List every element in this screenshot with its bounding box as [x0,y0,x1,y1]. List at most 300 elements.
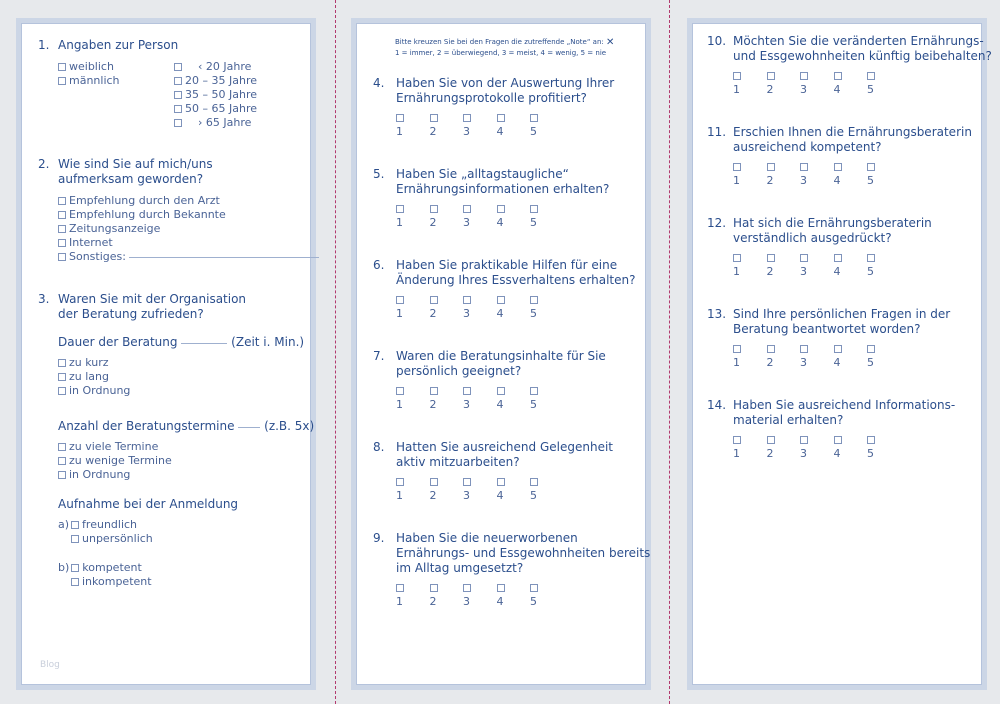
rating-option-2[interactable] [430,387,464,412]
rating-label: 3 [463,307,470,320]
question-12 [707,216,932,246]
question-title [58,157,213,187]
title-line: Haben Sie praktikable Hilfen für eine [396,258,618,272]
checkbox[interactable] [71,564,79,572]
title-line: Erschien Ihnen die Ernährungsberaterin [733,125,972,139]
option-in-ordnung-dauer[interactable] [58,384,130,398]
option-label: ‹ 20 Jahre [198,60,252,73]
checkbox[interactable] [834,163,842,171]
checkbox[interactable] [174,91,182,99]
rating-scale [396,296,564,321]
checkbox[interactable] [71,535,79,543]
rating-option-5[interactable] [530,584,564,609]
title-line: Haben Sie „alltagstaugliche“ [396,167,569,181]
checkbox[interactable] [497,205,505,213]
rating-option-2[interactable] [767,345,801,370]
panel-middle-inner [356,23,651,685]
checkbox[interactable] [530,478,538,486]
panel-left-inner [21,23,315,685]
option-label: 20 – 35 Jahre [185,74,257,87]
option-label: unpersönlich [82,532,153,545]
unit-text: (Zeit i. Min.) [231,335,305,349]
checkbox[interactable] [430,296,438,304]
checkbox[interactable] [463,114,471,122]
rating-option-2[interactable] [430,478,464,503]
rating-scale [733,254,901,279]
rating-label: 2 [429,398,437,411]
title-line: ausreichend kompetent? [733,140,882,154]
panel-left [16,18,316,690]
age-option-5[interactable] [174,116,251,130]
question-7 [373,349,606,379]
rating-option-3[interactable] [800,345,834,370]
cross-mark-icon: ✕ [606,37,615,48]
checkbox[interactable] [58,443,66,451]
question-number: 9. [373,531,385,545]
rating-label: 4 [496,489,504,502]
question-title [733,398,955,428]
checkbox[interactable] [58,225,66,233]
title-line: verständlich ausgedrückt? [733,231,892,245]
rating-option-5[interactable] [530,478,564,503]
checkbox[interactable] [463,205,471,213]
question-number: 8. [373,440,385,454]
rating-label: 4 [496,125,504,138]
checkbox[interactable] [497,296,505,304]
checkbox[interactable] [497,584,505,592]
rating-label: 4 [833,174,841,187]
checkbox[interactable] [463,387,471,395]
checkbox[interactable] [767,72,775,80]
checkbox[interactable] [71,521,79,529]
question-title: Angaben zur Person [58,38,179,52]
rating-option-4[interactable] [497,205,531,230]
checkbox[interactable] [834,72,842,80]
checkbox[interactable] [174,63,182,71]
checkbox[interactable] [530,387,538,395]
rating-option-1[interactable] [396,114,430,139]
checkbox[interactable] [174,119,182,127]
age-option-2[interactable] [174,74,257,88]
checkbox[interactable] [834,254,842,262]
option-freundlich[interactable] [58,518,137,532]
question-9 [373,531,650,576]
checkbox[interactable] [174,105,182,113]
checkbox[interactable] [430,205,438,213]
checkbox[interactable] [463,478,471,486]
rating-option-5[interactable] [867,345,901,370]
option-label: freundlich [82,518,138,531]
option-unpersoenlich[interactable] [71,532,153,546]
checkbox[interactable] [767,254,775,262]
rating-option-5[interactable] [530,296,564,321]
checkbox[interactable] [530,205,538,213]
checkbox[interactable] [174,77,182,85]
option-label: zu wenige Termine [69,454,172,467]
rating-scale [733,345,901,370]
checkbox[interactable] [867,345,875,353]
checkbox[interactable] [530,114,538,122]
fold-line-right [669,0,670,704]
option-label: weiblich [69,60,114,73]
checkbox[interactable] [733,345,741,353]
duration-input[interactable] [181,343,227,344]
question-number: 14. [707,398,727,412]
rating-label: 1 [733,174,740,187]
sub-label: b) [58,561,70,574]
rating-label: 1 [396,398,403,411]
question-number: 6. [373,258,385,272]
question-number: 2. [38,157,50,171]
rating-label: 2 [429,125,437,138]
title-line: aktiv mitzuarbeiten? [396,455,520,469]
rating-option-1[interactable] [733,163,767,188]
option-zu-lang[interactable] [58,370,109,384]
rating-scale [396,478,564,503]
title-line: Möchten Sie die veränderten Ernährungs- [733,34,984,48]
checkbox[interactable] [497,478,505,486]
question-number: 11. [707,125,727,139]
option-label: 35 – 50 Jahre [185,88,257,101]
rating-label: 2 [766,265,774,278]
instructions [395,37,614,58]
title-line: Haben Sie die neuerworbenen [396,531,578,545]
question-4 [373,76,614,106]
rating-option-2[interactable] [767,72,801,97]
option-label: zu kurz [69,356,109,369]
option-label: Empfehlung durch den Arzt [69,194,220,207]
question-5 [373,167,609,197]
title-line: und Essgewohnheiten künftig beibehalten? [733,49,992,63]
rating-option-2[interactable] [430,296,464,321]
checkbox[interactable] [58,471,66,479]
rating-label: 2 [766,356,774,369]
rating-option-3[interactable] [800,254,834,279]
rating-option-1[interactable] [396,478,430,503]
rating-label: 3 [800,265,807,278]
option-kompetent[interactable] [58,561,142,575]
checkbox[interactable] [800,72,808,80]
rating-scale [396,387,564,412]
question-1 [38,38,178,53]
checkbox[interactable] [733,72,741,80]
question-8 [373,440,613,470]
checkbox[interactable] [834,345,842,353]
rating-label: 3 [463,125,470,138]
question-title [733,34,992,64]
checkbox[interactable] [396,387,404,395]
sonstiges-input[interactable] [129,257,319,258]
question-title [396,167,609,197]
rating-option-5[interactable] [867,72,901,97]
question-title [396,76,614,106]
option-inkompetent[interactable] [71,575,152,589]
checkbox[interactable] [58,63,66,71]
option-label: in Ordnung [69,384,131,397]
question-title [396,531,650,576]
title-line: Beratung beantwortet worden? [733,322,921,336]
checkbox[interactable] [430,584,438,592]
checkbox[interactable] [834,436,842,444]
question-number: 4. [373,76,385,90]
checkbox[interactable] [396,478,404,486]
checkbox[interactable] [430,387,438,395]
rating-option-5[interactable] [530,387,564,412]
checkbox[interactable] [396,205,404,213]
rating-label: 4 [496,307,504,320]
option-bekannte[interactable] [58,208,226,222]
checkbox[interactable] [71,578,79,586]
sub-label: a) [58,518,70,531]
option-zu-kurz[interactable] [58,356,109,370]
option-label: männlich [69,74,120,87]
rating-label: 5 [867,83,874,96]
checkbox[interactable] [58,457,66,465]
checkbox[interactable] [800,163,808,171]
title-line: persönlich geeignet? [396,364,522,378]
rating-label: 5 [530,307,537,320]
checkbox[interactable] [58,239,66,247]
checkbox[interactable] [867,72,875,80]
option-internet[interactable] [58,236,113,250]
rating-option-4[interactable] [834,254,868,279]
rating-label: 1 [396,595,403,608]
checkbox[interactable] [800,345,808,353]
title-line: Haben Sie von der Auswertung Ihrer [396,76,615,90]
checkbox[interactable] [58,253,66,261]
checkbox[interactable] [58,211,66,219]
rating-option-1[interactable] [396,205,430,230]
checkbox[interactable] [767,436,775,444]
checkbox[interactable] [733,163,741,171]
rating-option-4[interactable] [497,296,531,321]
rating-option-4[interactable] [834,436,868,461]
rating-label: 2 [766,83,774,96]
rating-option-1[interactable] [733,345,767,370]
option-label: 50 – 65 Jahre [185,102,257,115]
option-label: Sonstiges: [69,250,126,263]
checkbox[interactable] [58,373,66,381]
checkbox[interactable] [867,163,875,171]
rating-label: 5 [530,216,537,229]
checkbox[interactable] [800,436,808,444]
checkbox[interactable] [430,478,438,486]
rating-option-3[interactable] [463,114,497,139]
option-in-ordnung-termine[interactable] [58,468,130,482]
checkbox[interactable] [58,359,66,367]
question-2 [38,157,213,187]
rating-scale [396,114,564,139]
checkbox[interactable] [867,436,875,444]
age-option-4[interactable] [174,102,257,116]
rating-label: 1 [396,125,403,138]
question-title [396,349,606,379]
rating-scale [733,163,901,188]
rating-label: 4 [833,83,841,96]
panel-right [687,18,992,690]
checkbox[interactable] [396,114,404,122]
checkbox[interactable] [463,296,471,304]
option-label: Zeitungsanzeige [69,222,161,235]
rating-option-3[interactable] [463,387,497,412]
title-line: material erhalten? [733,413,844,427]
question-title [733,307,950,337]
question-number: 10. [707,34,727,48]
rating-option-2[interactable] [767,163,801,188]
rating-option-4[interactable] [497,114,531,139]
checkbox[interactable] [396,296,404,304]
rating-option-5[interactable] [867,163,901,188]
rating-label: 3 [800,356,807,369]
rating-label: 3 [800,83,807,96]
rating-label: 4 [496,216,504,229]
option-label: Internet [69,236,113,249]
example-text: (z.B. 5x) [264,419,315,433]
rating-option-3[interactable] [463,584,497,609]
rating-option-2[interactable] [767,436,801,461]
instructions-line: 1 = immer, 2 = überwiegend, 3 = meist, 4 = wenig, 5 = nie [395,49,607,57]
title-line: Ernährungsprotokolle profitiert? [396,91,587,105]
checkbox[interactable] [497,387,505,395]
rating-label: 4 [833,265,841,278]
checkbox[interactable] [767,345,775,353]
checkbox[interactable] [530,584,538,592]
option-arzt[interactable] [58,194,220,208]
checkbox[interactable] [463,584,471,592]
reception-label [58,497,238,512]
rating-option-1[interactable] [733,72,767,97]
question-6 [373,258,635,288]
title-line: aufmerksam geworden? [58,172,204,186]
checkbox[interactable] [430,114,438,122]
option-label: Empfehlung durch Bekannte [69,208,226,221]
question-number: 1. [38,38,50,52]
checkbox[interactable] [530,296,538,304]
rating-option-3[interactable] [800,72,834,97]
checkbox[interactable] [396,584,404,592]
rating-option-3[interactable] [463,296,497,321]
age-option-3[interactable] [174,88,257,102]
rating-option-2[interactable] [767,254,801,279]
label-text: Dauer der Beratung [58,335,178,349]
age-option-1[interactable] [174,60,251,74]
rating-label: 4 [496,398,504,411]
label-text: Aufnahme bei der Anmeldung [58,497,239,511]
rating-option-2[interactable] [430,114,464,139]
question-title [733,216,932,246]
rating-label: 4 [833,356,841,369]
rating-option-5[interactable] [530,114,564,139]
option-zu-wenige[interactable] [58,454,172,468]
question-number: 13. [707,307,727,321]
rating-scale [733,436,901,461]
title-line: Sind Ihre persönlichen Fragen in der [733,307,951,321]
checkbox[interactable] [733,254,741,262]
rating-option-4[interactable] [834,72,868,97]
checkbox[interactable] [58,197,66,205]
rating-label: 2 [429,595,437,608]
rating-label: 1 [396,216,403,229]
rating-option-1[interactable] [396,387,430,412]
checkbox[interactable] [767,163,775,171]
rating-label: 1 [396,489,403,502]
rating-label: 3 [463,489,470,502]
rating-option-5[interactable] [530,205,564,230]
rating-option-3[interactable] [463,205,497,230]
rating-option-1[interactable] [733,254,767,279]
option-label: kompetent [82,561,142,574]
rating-scale [396,205,564,230]
option-label: in Ordnung [69,468,131,481]
rating-option-2[interactable] [430,584,464,609]
rating-label: 5 [530,595,537,608]
option-zeitung[interactable] [58,222,160,236]
rating-option-5[interactable] [867,254,901,279]
rating-label: 1 [733,83,740,96]
rating-label: 5 [530,125,537,138]
panel-middle [351,18,651,690]
rating-option-3[interactable] [463,478,497,503]
rating-option-1[interactable] [396,584,430,609]
rating-label: 5 [867,447,874,460]
checkbox[interactable] [58,387,66,395]
option-weiblich[interactable] [58,60,114,74]
rating-option-1[interactable] [396,296,430,321]
rating-label: 3 [800,447,807,460]
instructions-line: Bitte kreuzen Sie bei den Fragen die zutreffende „Note“ an: [395,38,604,46]
title-line: Waren die Beratungsinhalte für Sie [396,349,606,363]
count-input[interactable] [238,427,260,428]
option-maennlich[interactable] [58,74,120,88]
option-label: zu lang [69,370,109,383]
rating-option-2[interactable] [430,205,464,230]
rating-option-3[interactable] [800,163,834,188]
rating-label: 2 [429,489,437,502]
rating-label: 2 [766,447,774,460]
rating-label: 3 [463,595,470,608]
question-number: 3. [38,292,50,306]
rating-option-4[interactable] [497,478,531,503]
title-line: Ernährungs- und Essgewohnheiten bereits [396,546,651,560]
option-zu-viele[interactable] [58,440,158,454]
option-sonstiges[interactable] [58,250,319,264]
rating-label: 4 [833,447,841,460]
rating-option-4[interactable] [497,387,531,412]
rating-option-1[interactable] [733,436,767,461]
rating-label: 3 [800,174,807,187]
checkbox[interactable] [867,254,875,262]
rating-option-3[interactable] [800,436,834,461]
rating-label: 2 [766,174,774,187]
rating-label: 1 [396,307,403,320]
rating-option-5[interactable] [867,436,901,461]
checkbox[interactable] [58,77,66,85]
fold-line-left [335,0,336,704]
question-11 [707,125,972,155]
rating-label: 4 [496,595,504,608]
checkbox[interactable] [497,114,505,122]
rating-label: 5 [867,174,874,187]
rating-label: 2 [429,307,437,320]
label-text: Anzahl der Beratungstermine [58,419,235,433]
rating-label: 5 [530,398,537,411]
rating-option-4[interactable] [834,345,868,370]
rating-label: 5 [867,356,874,369]
checkbox[interactable] [800,254,808,262]
rating-option-4[interactable] [497,584,531,609]
checkbox[interactable] [733,436,741,444]
rating-option-4[interactable] [834,163,868,188]
